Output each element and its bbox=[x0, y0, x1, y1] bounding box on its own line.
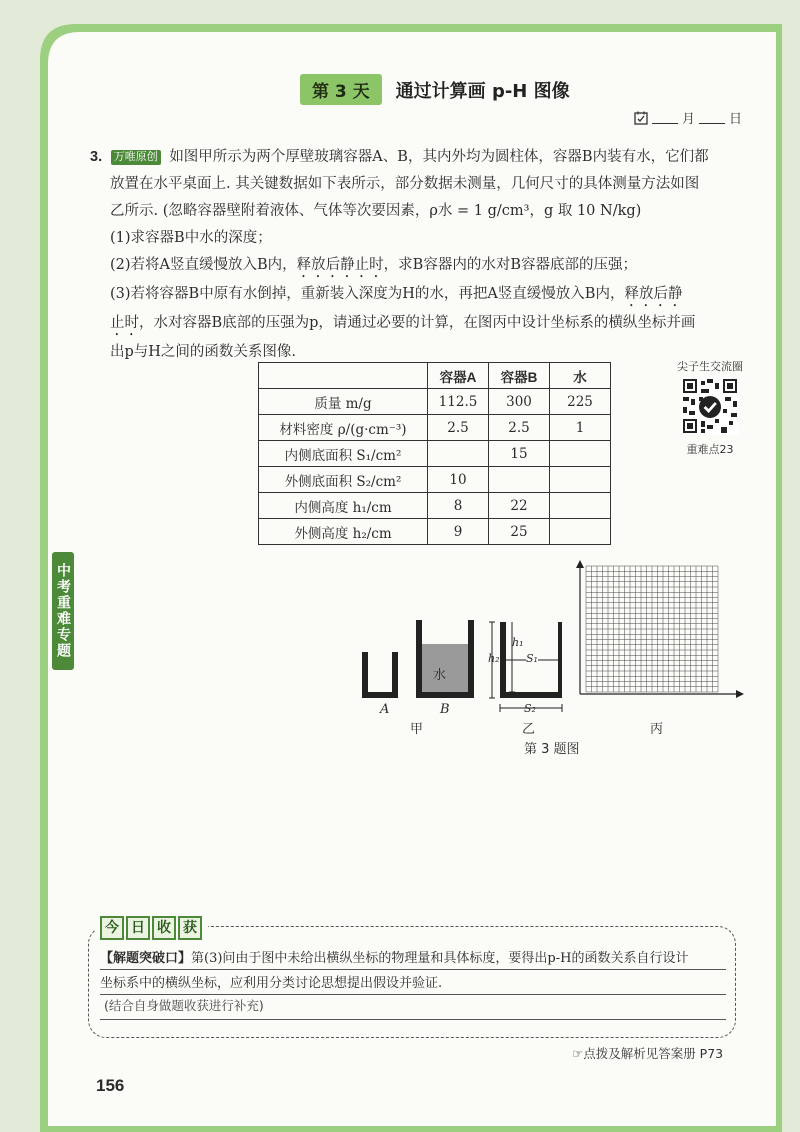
page-number: 156 bbox=[96, 1076, 125, 1095]
calendar-icon bbox=[634, 111, 648, 125]
side-tab[interactable]: 中考重难专题 bbox=[52, 552, 74, 670]
month-label: 月 bbox=[682, 112, 696, 127]
table-header-row bbox=[259, 363, 611, 389]
intro-line-1: 如图甲所示为两个厚壁玻璃容器A、B，其内外均为圆柱体，容器B内装有水，它们都 bbox=[169, 149, 709, 165]
qr-block bbox=[660, 358, 760, 457]
qr-bottom-label: 重难点23 bbox=[686, 443, 734, 456]
qr-code-icon[interactable] bbox=[681, 377, 739, 435]
original-tag: 万唯原创 bbox=[111, 150, 161, 165]
table-row: 外侧底面积 S₂/cm² 10 bbox=[259, 467, 611, 493]
intro-line-3: 乙所示. (忽略容器壁附着液体、气体等次要因素，ρ水 = 1 g/cm³，g 取 10 N/kg) bbox=[110, 203, 642, 219]
table-row: 材料密度 ρ/(g·cm⁻³) 2.5 2.5 1 bbox=[259, 415, 611, 441]
problem-number: 3. bbox=[90, 149, 103, 165]
label-h1: h₁ bbox=[512, 636, 524, 649]
table-header-cell bbox=[259, 363, 428, 389]
question-3: (3)若将容器B中原有水倒掉，重新装入深度为H的水，再把A竖直缓慢放入B内，释放后静 bbox=[110, 286, 683, 302]
label-s1: S₁ bbox=[526, 652, 538, 665]
summary-title: 今 日 收 获 bbox=[96, 916, 208, 940]
label-jia: 甲 bbox=[410, 722, 424, 737]
container-a bbox=[362, 652, 398, 698]
label-yi: 乙 bbox=[522, 722, 536, 737]
breakthrough-text: 【解题突破口】第(3)问由于图中未给出横纵坐标的物理量和具体标度，要得出p-H的函数关系自行设计 坐标系中的横纵坐标，应利用分类讨论思想提出假设并验证. bbox=[100, 951, 689, 991]
table-header-cell: 容器B bbox=[489, 363, 550, 389]
divider bbox=[100, 994, 726, 995]
water-label: 水 bbox=[433, 668, 447, 683]
day-badge: 第 3 天 bbox=[300, 74, 382, 105]
question-3-end: 出p与H之间的函数关系图像. bbox=[110, 344, 297, 360]
day-label: 日 bbox=[729, 112, 743, 127]
label-h2: h₂ bbox=[488, 652, 500, 665]
question-1: (1)求容器B中水的深度； bbox=[110, 230, 272, 246]
summary-note: (结合自身做题收获进行补充) bbox=[104, 998, 264, 1013]
question-2: (2)若将A竖直缓慢放入B内，释放后静止时，求B容器内的水对B容器底部的压强； bbox=[110, 257, 637, 273]
answer-reference: ☞点拨及解析见答案册 P73 bbox=[572, 1046, 724, 1061]
problem-3 bbox=[90, 144, 750, 366]
table-row: 内侧高度 h₁/cm 8 22 bbox=[259, 493, 611, 519]
divider bbox=[100, 969, 726, 970]
page-header bbox=[300, 74, 570, 105]
day-blank[interactable] bbox=[699, 111, 725, 124]
label-b: B bbox=[440, 702, 450, 717]
intro-line-2: 放置在水平桌面上. 其关键数据如下表所示，部分数据未测量，几何尺寸的具体测量方法如图 bbox=[110, 176, 700, 192]
table-row: 外侧高度 h₂/cm 9 25 bbox=[259, 519, 611, 545]
qr-top-label: 尖子生交流圈 bbox=[677, 360, 743, 373]
breakthrough-label: 【解题突破口】 bbox=[100, 951, 192, 966]
blank-grid bbox=[586, 566, 718, 692]
problem-figures bbox=[350, 560, 770, 736]
table-header-cell: 水 bbox=[550, 363, 611, 389]
table-header-cell: 容器A bbox=[428, 363, 489, 389]
month-blank[interactable] bbox=[652, 111, 678, 124]
question-3-cont: 止时，水对容器B底部的压强为p，请通过必要的计算，在图丙中设计坐标系的横纵坐标并画 bbox=[110, 315, 696, 331]
table-row: 内侧底面积 S₁/cm² 15 bbox=[259, 441, 611, 467]
table-row: 质量 m/g 112.5 300 225 bbox=[259, 389, 611, 415]
figure-caption: 第 3 题图 bbox=[524, 742, 580, 757]
page-title: 通过计算画 p-H 图像 bbox=[395, 80, 570, 102]
date-line bbox=[634, 108, 742, 127]
divider bbox=[100, 1019, 726, 1020]
data-table bbox=[258, 362, 611, 545]
label-s2: S₂ bbox=[524, 702, 536, 715]
label-bing: 丙 bbox=[650, 722, 664, 737]
label-a: A bbox=[380, 702, 390, 717]
